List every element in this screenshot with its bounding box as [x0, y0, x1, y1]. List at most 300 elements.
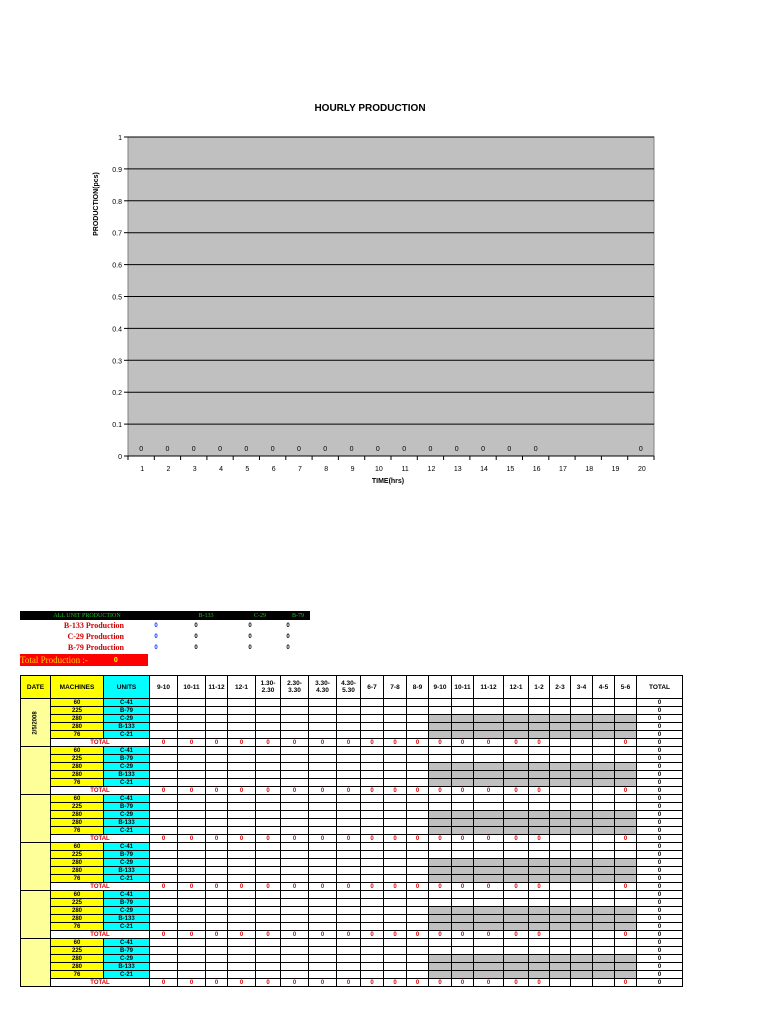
hour-cell[interactable]: [615, 731, 637, 739]
hour-cell[interactable]: [337, 851, 361, 859]
hour-cell[interactable]: [474, 851, 504, 859]
hour-cell[interactable]: [550, 923, 571, 931]
hour-cell[interactable]: [615, 891, 637, 899]
hour-cell[interactable]: [384, 963, 407, 971]
hour-cell[interactable]: [256, 947, 281, 955]
hour-cell[interactable]: [337, 963, 361, 971]
hour-cell[interactable]: [384, 907, 407, 915]
hour-cell[interactable]: [150, 851, 178, 859]
hour-cell[interactable]: [529, 715, 550, 723]
hour-cell[interactable]: [571, 747, 593, 755]
hour-cell[interactable]: [178, 899, 206, 907]
hour-cell[interactable]: [228, 843, 256, 851]
hour-cell[interactable]: [529, 819, 550, 827]
hour-cell[interactable]: [452, 699, 474, 707]
hour-cell[interactable]: [150, 811, 178, 819]
hour-cell[interactable]: [337, 947, 361, 955]
hour-cell[interactable]: [615, 851, 637, 859]
hour-cell[interactable]: [281, 843, 309, 851]
hour-cell[interactable]: [452, 915, 474, 923]
hour-cell[interactable]: [337, 803, 361, 811]
hour-cell[interactable]: [504, 779, 529, 787]
hour-cell[interactable]: [309, 731, 337, 739]
hour-cell[interactable]: [571, 859, 593, 867]
hour-cell[interactable]: [228, 939, 256, 947]
hour-cell[interactable]: [228, 803, 256, 811]
hour-cell[interactable]: [384, 939, 407, 947]
hour-cell[interactable]: [337, 899, 361, 907]
hour-cell[interactable]: [504, 763, 529, 771]
hour-cell[interactable]: [593, 731, 615, 739]
hour-cell[interactable]: [309, 963, 337, 971]
hour-cell[interactable]: [281, 875, 309, 883]
hour-cell[interactable]: [615, 923, 637, 931]
hour-cell[interactable]: [615, 875, 637, 883]
hour-cell[interactable]: [452, 731, 474, 739]
hour-cell[interactable]: [281, 723, 309, 731]
hour-cell[interactable]: [615, 771, 637, 779]
hour-cell[interactable]: [309, 923, 337, 931]
hour-cell[interactable]: [429, 915, 452, 923]
hour-cell[interactable]: [429, 827, 452, 835]
hour-cell[interactable]: [571, 819, 593, 827]
hour-cell[interactable]: [361, 795, 384, 803]
hour-cell[interactable]: [206, 715, 228, 723]
hour-cell[interactable]: [206, 779, 228, 787]
hour-cell[interactable]: [309, 915, 337, 923]
hour-cell[interactable]: [452, 715, 474, 723]
hour-cell[interactable]: [228, 755, 256, 763]
hour-cell[interactable]: [529, 843, 550, 851]
hour-cell[interactable]: [361, 755, 384, 763]
hour-cell[interactable]: [593, 707, 615, 715]
hour-cell[interactable]: [206, 939, 228, 947]
hour-cell[interactable]: [550, 891, 571, 899]
hour-cell[interactable]: [361, 699, 384, 707]
hour-cell[interactable]: [571, 803, 593, 811]
hour-cell[interactable]: [228, 907, 256, 915]
hour-cell[interactable]: [504, 859, 529, 867]
hour-cell[interactable]: [550, 707, 571, 715]
hour-cell[interactable]: [384, 867, 407, 875]
hour-cell[interactable]: [206, 763, 228, 771]
hour-cell[interactable]: [593, 963, 615, 971]
hour-cell[interactable]: [281, 795, 309, 803]
hour-cell[interactable]: [593, 867, 615, 875]
hour-cell[interactable]: [571, 795, 593, 803]
hour-cell[interactable]: [309, 779, 337, 787]
hour-cell[interactable]: [529, 771, 550, 779]
hour-cell[interactable]: [529, 971, 550, 979]
hour-cell[interactable]: [206, 891, 228, 899]
hour-cell[interactable]: [178, 795, 206, 803]
hour-cell[interactable]: [550, 827, 571, 835]
hour-cell[interactable]: [150, 867, 178, 875]
hour-cell[interactable]: [256, 715, 281, 723]
hour-cell[interactable]: [452, 819, 474, 827]
hour-cell[interactable]: [361, 963, 384, 971]
hour-cell[interactable]: [550, 971, 571, 979]
hour-cell[interactable]: [615, 779, 637, 787]
hour-cell[interactable]: [529, 779, 550, 787]
hour-cell[interactable]: [452, 907, 474, 915]
hour-cell[interactable]: [228, 811, 256, 819]
hour-cell[interactable]: [178, 851, 206, 859]
hour-cell[interactable]: [429, 955, 452, 963]
hour-cell[interactable]: [150, 707, 178, 715]
hour-cell[interactable]: [429, 795, 452, 803]
hour-cell[interactable]: [206, 795, 228, 803]
hour-cell[interactable]: [309, 699, 337, 707]
hour-cell[interactable]: [256, 859, 281, 867]
hour-cell[interactable]: [281, 891, 309, 899]
hour-cell[interactable]: [474, 971, 504, 979]
hour-cell[interactable]: [178, 859, 206, 867]
hour-cell[interactable]: [550, 819, 571, 827]
hour-cell[interactable]: [407, 867, 429, 875]
hour-cell[interactable]: [550, 731, 571, 739]
hour-cell[interactable]: [178, 803, 206, 811]
hour-cell[interactable]: [504, 747, 529, 755]
hour-cell[interactable]: [206, 971, 228, 979]
hour-cell[interactable]: [504, 939, 529, 947]
hour-cell[interactable]: [256, 843, 281, 851]
hour-cell[interactable]: [384, 779, 407, 787]
hour-cell[interactable]: [361, 819, 384, 827]
hour-cell[interactable]: [571, 699, 593, 707]
hour-cell[interactable]: [571, 899, 593, 907]
hour-cell[interactable]: [615, 715, 637, 723]
hour-cell[interactable]: [474, 891, 504, 899]
hour-cell[interactable]: [384, 723, 407, 731]
hour-cell[interactable]: [615, 955, 637, 963]
hour-cell[interactable]: [150, 715, 178, 723]
hour-cell[interactable]: [529, 747, 550, 755]
hour-cell[interactable]: [206, 755, 228, 763]
hour-cell[interactable]: [474, 771, 504, 779]
hour-cell[interactable]: [337, 699, 361, 707]
hour-cell[interactable]: [384, 843, 407, 851]
hour-cell[interactable]: [550, 763, 571, 771]
hour-cell[interactable]: [361, 723, 384, 731]
hour-cell[interactable]: [474, 827, 504, 835]
hour-cell[interactable]: [407, 899, 429, 907]
hour-cell[interactable]: [337, 755, 361, 763]
hour-cell[interactable]: [206, 859, 228, 867]
hour-cell[interactable]: [384, 731, 407, 739]
hour-cell[interactable]: [504, 843, 529, 851]
hour-cell[interactable]: [407, 923, 429, 931]
hour-cell[interactable]: [407, 851, 429, 859]
hour-cell[interactable]: [228, 795, 256, 803]
hour-cell[interactable]: [474, 795, 504, 803]
hour-cell[interactable]: [571, 763, 593, 771]
hour-cell[interactable]: [452, 843, 474, 851]
hour-cell[interactable]: [550, 723, 571, 731]
hour-cell[interactable]: [615, 899, 637, 907]
hour-cell[interactable]: [407, 955, 429, 963]
hour-cell[interactable]: [504, 947, 529, 955]
hour-cell[interactable]: [550, 875, 571, 883]
hour-cell[interactable]: [384, 803, 407, 811]
hour-cell[interactable]: [593, 859, 615, 867]
hour-cell[interactable]: [150, 699, 178, 707]
hour-cell[interactable]: [206, 907, 228, 915]
hour-cell[interactable]: [256, 699, 281, 707]
hour-cell[interactable]: [529, 867, 550, 875]
hour-cell[interactable]: [504, 827, 529, 835]
hour-cell[interactable]: [256, 907, 281, 915]
hour-cell[interactable]: [504, 963, 529, 971]
hour-cell[interactable]: [281, 955, 309, 963]
hour-cell[interactable]: [228, 947, 256, 955]
hour-cell[interactable]: [529, 707, 550, 715]
hour-cell[interactable]: [228, 723, 256, 731]
hour-cell[interactable]: [474, 715, 504, 723]
hour-cell[interactable]: [228, 827, 256, 835]
hour-cell[interactable]: [281, 755, 309, 763]
hour-cell[interactable]: [228, 971, 256, 979]
hour-cell[interactable]: [178, 811, 206, 819]
hour-cell[interactable]: [504, 731, 529, 739]
hour-cell[interactable]: [571, 723, 593, 731]
hour-cell[interactable]: [361, 851, 384, 859]
hour-cell[interactable]: [228, 819, 256, 827]
hour-cell[interactable]: [337, 843, 361, 851]
hour-cell[interactable]: [429, 843, 452, 851]
hour-cell[interactable]: [504, 771, 529, 779]
hour-cell[interactable]: [407, 803, 429, 811]
hour-cell[interactable]: [178, 939, 206, 947]
hour-cell[interactable]: [384, 795, 407, 803]
hour-cell[interactable]: [256, 771, 281, 779]
hour-cell[interactable]: [529, 699, 550, 707]
hour-cell[interactable]: [150, 891, 178, 899]
hour-cell[interactable]: [550, 699, 571, 707]
hour-cell[interactable]: [529, 811, 550, 819]
hour-cell[interactable]: [407, 771, 429, 779]
hour-cell[interactable]: [407, 891, 429, 899]
hour-cell[interactable]: [178, 963, 206, 971]
hour-cell[interactable]: [593, 907, 615, 915]
hour-cell[interactable]: [281, 867, 309, 875]
hour-cell[interactable]: [452, 971, 474, 979]
hour-cell[interactable]: [150, 859, 178, 867]
hour-cell[interactable]: [256, 851, 281, 859]
hour-cell[interactable]: [256, 899, 281, 907]
hour-cell[interactable]: [429, 891, 452, 899]
hour-cell[interactable]: [593, 723, 615, 731]
hour-cell[interactable]: [407, 843, 429, 851]
hour-cell[interactable]: [361, 763, 384, 771]
hour-cell[interactable]: [337, 955, 361, 963]
hour-cell[interactable]: [206, 699, 228, 707]
hour-cell[interactable]: [361, 875, 384, 883]
hour-cell[interactable]: [474, 699, 504, 707]
hour-cell[interactable]: [571, 755, 593, 763]
hour-cell[interactable]: [178, 755, 206, 763]
hour-cell[interactable]: [178, 915, 206, 923]
hour-cell[interactable]: [550, 859, 571, 867]
hour-cell[interactable]: [452, 963, 474, 971]
hour-cell[interactable]: [504, 795, 529, 803]
hour-cell[interactable]: [593, 843, 615, 851]
hour-cell[interactable]: [178, 875, 206, 883]
hour-cell[interactable]: [361, 923, 384, 931]
hour-cell[interactable]: [361, 715, 384, 723]
hour-cell[interactable]: [474, 907, 504, 915]
hour-cell[interactable]: [550, 755, 571, 763]
hour-cell[interactable]: [384, 875, 407, 883]
hour-cell[interactable]: [529, 763, 550, 771]
hour-cell[interactable]: [337, 723, 361, 731]
hour-cell[interactable]: [529, 851, 550, 859]
hour-cell[interactable]: [407, 963, 429, 971]
hour-cell[interactable]: [504, 851, 529, 859]
hour-cell[interactable]: [281, 939, 309, 947]
hour-cell[interactable]: [361, 891, 384, 899]
hour-cell[interactable]: [529, 939, 550, 947]
hour-cell[interactable]: [504, 899, 529, 907]
hour-cell[interactable]: [228, 699, 256, 707]
hour-cell[interactable]: [178, 891, 206, 899]
hour-cell[interactable]: [309, 851, 337, 859]
hour-cell[interactable]: [309, 907, 337, 915]
hour-cell[interactable]: [256, 803, 281, 811]
hour-cell[interactable]: [615, 795, 637, 803]
hour-cell[interactable]: [615, 915, 637, 923]
hour-cell[interactable]: [452, 867, 474, 875]
hour-cell[interactable]: [150, 963, 178, 971]
hour-cell[interactable]: [593, 779, 615, 787]
hour-cell[interactable]: [337, 859, 361, 867]
hour-cell[interactable]: [337, 891, 361, 899]
hour-cell[interactable]: [150, 843, 178, 851]
hour-cell[interactable]: [150, 971, 178, 979]
hour-cell[interactable]: [309, 811, 337, 819]
hour-cell[interactable]: [178, 707, 206, 715]
hour-cell[interactable]: [571, 915, 593, 923]
hour-cell[interactable]: [550, 771, 571, 779]
hour-cell[interactable]: [256, 875, 281, 883]
hour-cell[interactable]: [337, 771, 361, 779]
hour-cell[interactable]: [474, 811, 504, 819]
hour-cell[interactable]: [429, 907, 452, 915]
hour-cell[interactable]: [206, 843, 228, 851]
hour-cell[interactable]: [529, 891, 550, 899]
hour-cell[interactable]: [474, 779, 504, 787]
hour-cell[interactable]: [361, 939, 384, 947]
hour-cell[interactable]: [615, 755, 637, 763]
hour-cell[interactable]: [309, 939, 337, 947]
hour-cell[interactable]: [529, 755, 550, 763]
hour-cell[interactable]: [150, 955, 178, 963]
hour-cell[interactable]: [384, 699, 407, 707]
hour-cell[interactable]: [474, 963, 504, 971]
hour-cell[interactable]: [429, 707, 452, 715]
hour-cell[interactable]: [309, 819, 337, 827]
hour-cell[interactable]: [615, 939, 637, 947]
hour-cell[interactable]: [337, 875, 361, 883]
hour-cell[interactable]: [615, 843, 637, 851]
hour-cell[interactable]: [452, 763, 474, 771]
hour-cell[interactable]: [361, 955, 384, 963]
hour-cell[interactable]: [429, 715, 452, 723]
hour-cell[interactable]: [474, 723, 504, 731]
hour-cell[interactable]: [429, 867, 452, 875]
hour-cell[interactable]: [593, 811, 615, 819]
hour-cell[interactable]: [281, 763, 309, 771]
hour-cell[interactable]: [407, 819, 429, 827]
hour-cell[interactable]: [615, 811, 637, 819]
hour-cell[interactable]: [571, 907, 593, 915]
hour-cell[interactable]: [178, 779, 206, 787]
hour-cell[interactable]: [309, 771, 337, 779]
hour-cell[interactable]: [452, 899, 474, 907]
hour-cell[interactable]: [150, 803, 178, 811]
hour-cell[interactable]: [407, 827, 429, 835]
hour-cell[interactable]: [309, 947, 337, 955]
hour-cell[interactable]: [150, 779, 178, 787]
hour-cell[interactable]: [593, 747, 615, 755]
hour-cell[interactable]: [361, 771, 384, 779]
hour-cell[interactable]: [361, 803, 384, 811]
hour-cell[interactable]: [178, 907, 206, 915]
hour-cell[interactable]: [429, 923, 452, 931]
hour-cell[interactable]: [452, 803, 474, 811]
hour-cell[interactable]: [452, 859, 474, 867]
hour-cell[interactable]: [256, 923, 281, 931]
hour-cell[interactable]: [337, 907, 361, 915]
hour-cell[interactable]: [309, 755, 337, 763]
hour-cell[interactable]: [206, 923, 228, 931]
hour-cell[interactable]: [178, 819, 206, 827]
hour-cell[interactable]: [384, 763, 407, 771]
hour-cell[interactable]: [550, 779, 571, 787]
hour-cell[interactable]: [407, 723, 429, 731]
hour-cell[interactable]: [452, 923, 474, 931]
hour-cell[interactable]: [429, 819, 452, 827]
hour-cell[interactable]: [504, 915, 529, 923]
hour-cell[interactable]: [571, 939, 593, 947]
hour-cell[interactable]: [256, 755, 281, 763]
hour-cell[interactable]: [593, 939, 615, 947]
hour-cell[interactable]: [550, 947, 571, 955]
hour-cell[interactable]: [550, 963, 571, 971]
hour-cell[interactable]: [228, 955, 256, 963]
hour-cell[interactable]: [178, 971, 206, 979]
hour-cell[interactable]: [571, 827, 593, 835]
hour-cell[interactable]: [150, 907, 178, 915]
hour-cell[interactable]: [429, 963, 452, 971]
hour-cell[interactable]: [571, 955, 593, 963]
hour-cell[interactable]: [615, 723, 637, 731]
hour-cell[interactable]: [429, 875, 452, 883]
hour-cell[interactable]: [529, 915, 550, 923]
hour-cell[interactable]: [529, 907, 550, 915]
hour-cell[interactable]: [281, 811, 309, 819]
hour-cell[interactable]: [615, 827, 637, 835]
hour-cell[interactable]: [281, 731, 309, 739]
hour-cell[interactable]: [337, 971, 361, 979]
hour-cell[interactable]: [550, 867, 571, 875]
hour-cell[interactable]: [429, 939, 452, 947]
hour-cell[interactable]: [337, 707, 361, 715]
hour-cell[interactable]: [593, 955, 615, 963]
hour-cell[interactable]: [407, 907, 429, 915]
hour-cell[interactable]: [407, 779, 429, 787]
hour-cell[interactable]: [256, 811, 281, 819]
